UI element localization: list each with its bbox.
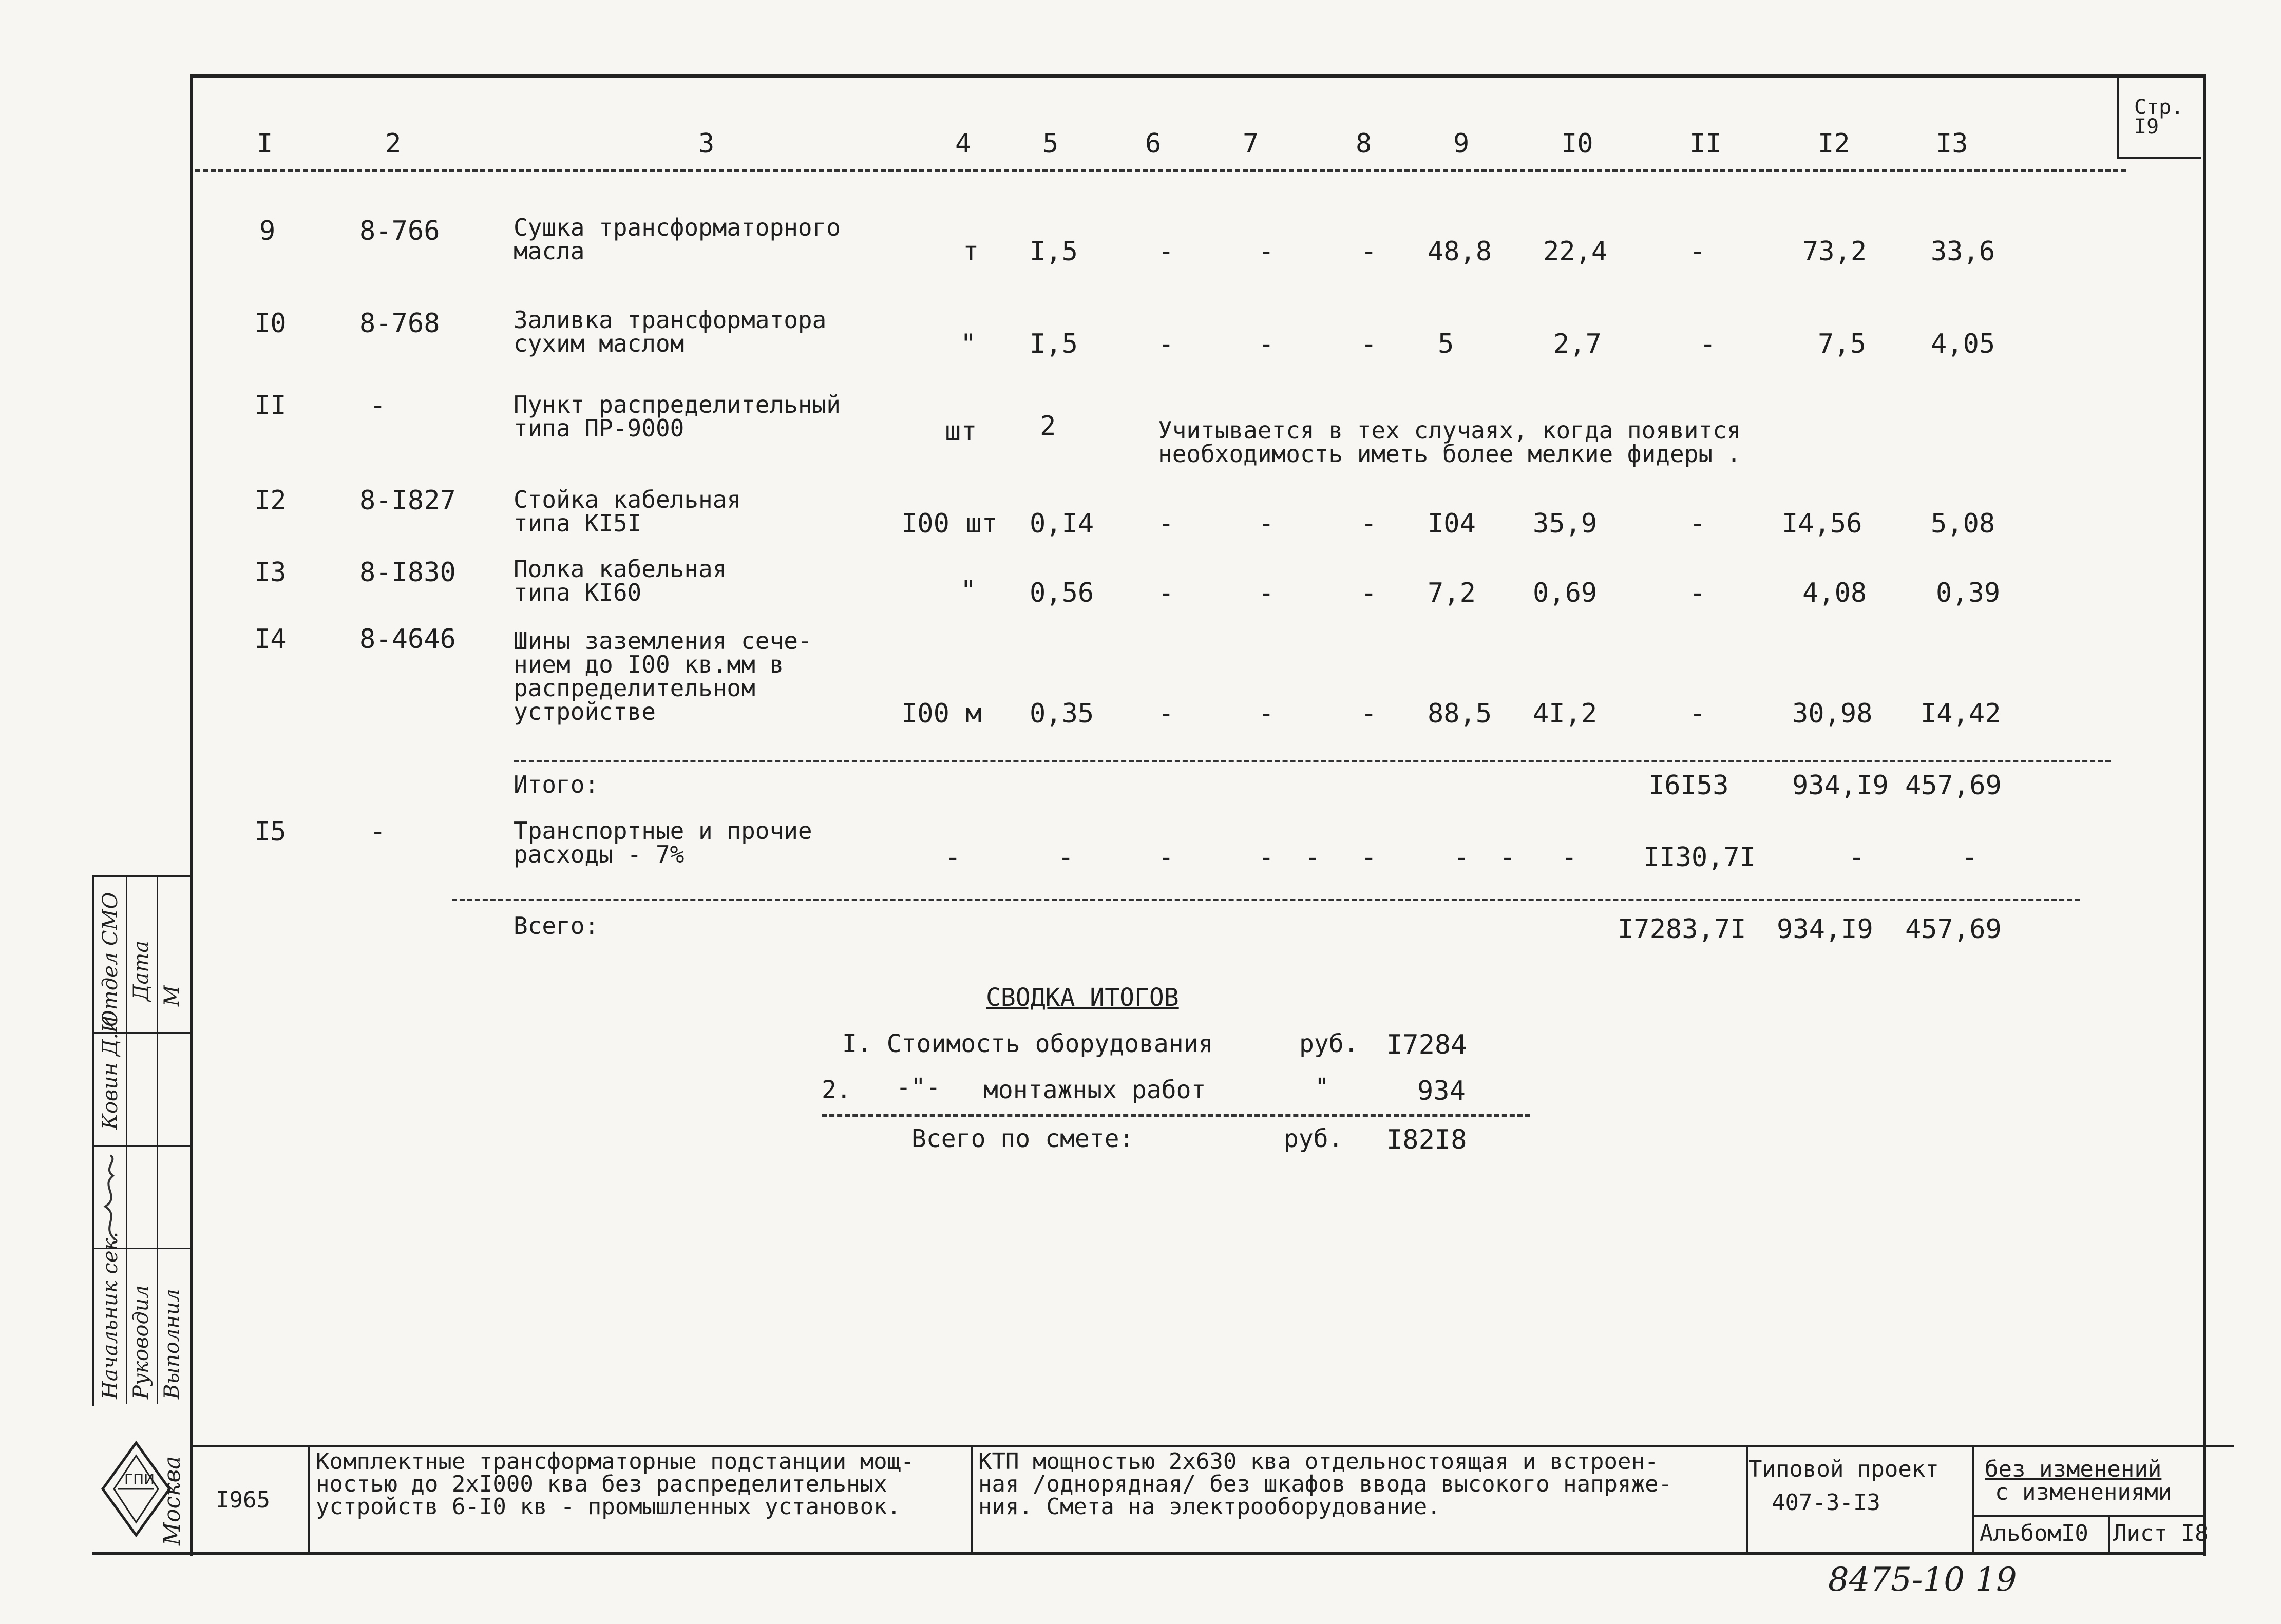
row-col7: - bbox=[1258, 578, 1275, 608]
summary-line1-unit: руб. bbox=[1299, 1029, 1359, 1058]
row-col10: 35,9 bbox=[1533, 508, 1598, 539]
row-col13: 5,08 bbox=[1931, 508, 1995, 539]
transport-col12: - bbox=[1849, 842, 1865, 873]
row-col7: - bbox=[1258, 698, 1275, 729]
row-col6: - bbox=[1158, 508, 1174, 539]
col-header-2: 2 bbox=[385, 128, 402, 159]
stamp-project-code: 407-3-I3 bbox=[1772, 1489, 1880, 1516]
vsego-label: Всего: bbox=[514, 912, 599, 940]
summary-total-value: I82I8 bbox=[1386, 1124, 1467, 1155]
col-header-12: I2 bbox=[1818, 128, 1850, 159]
row-num: 9 bbox=[259, 216, 276, 246]
row-col7: - bbox=[1258, 329, 1275, 359]
transport-dash: - bbox=[1158, 842, 1174, 873]
row-col13: 33,6 bbox=[1931, 236, 1995, 267]
stamp-city: Москва bbox=[159, 1456, 185, 1545]
row-name: Шины заземления сече- нием до I00 кв.мм в распределительном устройстве bbox=[514, 627, 812, 725]
row-unit: I00 шт bbox=[901, 508, 998, 539]
summary-title: СВОДКА ИТОГОВ bbox=[986, 983, 1179, 1012]
row-col6: - bbox=[1158, 698, 1174, 729]
summary-total-unit: руб. bbox=[1284, 1124, 1343, 1153]
itogo-col12: 934,I9 bbox=[1792, 770, 1889, 801]
row-col13: 4,05 bbox=[1931, 329, 1995, 359]
summary-line2-ditto: -"- bbox=[896, 1073, 941, 1102]
page-number-box bbox=[2117, 77, 2201, 159]
vsego-col11: I7283,7I bbox=[1618, 914, 1746, 945]
row-name: Транспортные и прочие расходы - 7% bbox=[514, 817, 812, 868]
page-number: I9 bbox=[2134, 115, 2159, 139]
stamp-year: I965 bbox=[216, 1487, 270, 1513]
itogo-label: Итого: bbox=[514, 771, 599, 798]
row-qty: I,5 bbox=[1030, 236, 1078, 267]
row-col8: - bbox=[1361, 698, 1377, 729]
row-col9: 7,2 bbox=[1428, 578, 1476, 608]
row-code: 8-768 bbox=[359, 308, 440, 339]
row-code: - bbox=[370, 390, 386, 421]
vsego-col12: 934,I9 bbox=[1777, 914, 1873, 945]
col-header-6: 6 bbox=[1145, 128, 1162, 159]
col-header-7: 7 bbox=[1243, 128, 1259, 159]
row-col10: 0,69 bbox=[1533, 578, 1598, 608]
month-label: М bbox=[160, 985, 184, 1006]
row-col12: 7,5 bbox=[1818, 329, 1866, 359]
date-label: Дата bbox=[129, 940, 153, 1001]
col-header-3: 3 bbox=[698, 128, 715, 159]
summary-line1-label: I. Стоимость оборудования bbox=[842, 1029, 1213, 1058]
summary-line2-unit: " bbox=[1315, 1073, 1329, 1102]
row-num: I5 bbox=[254, 816, 287, 847]
frame-right-line bbox=[2203, 74, 2206, 1556]
row-qty: 0,I4 bbox=[1030, 508, 1094, 539]
row-col11: - bbox=[1689, 698, 1706, 729]
role-supervised: Руководил bbox=[129, 1285, 153, 1399]
row-col12: 73,2 bbox=[1802, 236, 1867, 267]
row-code: - bbox=[370, 816, 386, 847]
transport-dash: - bbox=[1499, 842, 1516, 873]
stamp-description-1: Комплектные трансформаторные подстанции мощ- ностью до 2хI000 ква без распределительных устройств 6-I0 кв - промышленных установок. bbox=[316, 1448, 915, 1520]
stamp-sheet: Лист I8 bbox=[2113, 1520, 2209, 1546]
transport-dash: - bbox=[945, 842, 961, 873]
stamp-status-changed: с изменениями bbox=[1995, 1479, 2172, 1505]
row-col11: - bbox=[1689, 508, 1706, 539]
row-col8: - bbox=[1361, 508, 1377, 539]
row-col9: 88,5 bbox=[1428, 698, 1492, 729]
transport-dash: - bbox=[1258, 842, 1275, 873]
transport-dash: - bbox=[1304, 842, 1321, 873]
signer-name: Ковин Д.И bbox=[99, 1015, 122, 1130]
summary-line2-value: 934 bbox=[1417, 1076, 1466, 1106]
col-header-11: II bbox=[1689, 128, 1722, 159]
row-col9: I04 bbox=[1428, 508, 1476, 539]
row-num: I0 bbox=[254, 308, 287, 339]
transport-dash: - bbox=[1453, 842, 1470, 873]
row-col12: I4,56 bbox=[1782, 508, 1862, 539]
row-col8: - bbox=[1361, 329, 1377, 359]
row-num: I4 bbox=[254, 624, 287, 655]
summary-total-label: Всего по смете: bbox=[911, 1124, 1134, 1153]
row-code: 8-I830 bbox=[359, 557, 456, 588]
row-col12: 4,08 bbox=[1802, 578, 1867, 608]
transport-dash: - bbox=[1058, 842, 1074, 873]
row-col7: - bbox=[1258, 508, 1275, 539]
role-performed: Выполнил bbox=[160, 1289, 184, 1399]
row-col7: - bbox=[1258, 236, 1275, 267]
row-unit: т bbox=[963, 236, 979, 267]
col-header-4: 4 bbox=[955, 128, 972, 159]
row-col13: I4,42 bbox=[1921, 698, 2001, 729]
row-col8: - bbox=[1361, 236, 1377, 267]
row-col11: - bbox=[1700, 329, 1716, 359]
row-note: Учитывается в тех случаях, когда появится необходимость иметь более мелкие фидеры . bbox=[1158, 416, 1741, 468]
row-col6: - bbox=[1158, 236, 1174, 267]
row-qty: 0,56 bbox=[1030, 578, 1094, 608]
col-header-8: 8 bbox=[1356, 128, 1372, 159]
dept-label: Отдел СМО bbox=[99, 892, 122, 1027]
row-col10: 4I,2 bbox=[1533, 698, 1598, 729]
transport-col11: II30,7I bbox=[1643, 842, 1756, 873]
row-qty: I,5 bbox=[1030, 329, 1078, 359]
row-name: Полка кабельная типа КI60 bbox=[514, 555, 727, 606]
row-name: Сушка трансформаторного масла bbox=[514, 214, 841, 265]
row-col13: 0,39 bbox=[1936, 578, 2001, 608]
row-name: Пункт распределительный типа ПР-9000 bbox=[514, 391, 841, 442]
signature-mark bbox=[95, 1150, 126, 1245]
row-qty: 2 bbox=[1040, 411, 1056, 442]
row-col8: - bbox=[1361, 578, 1377, 608]
itogo-col13: 457,69 bbox=[1905, 770, 2002, 801]
row-unit: " bbox=[960, 329, 977, 359]
row-code: 8-4646 bbox=[359, 624, 456, 655]
vsego-divider bbox=[452, 899, 2080, 901]
row-col10: 22,4 bbox=[1543, 236, 1608, 267]
row-qty: 0,35 bbox=[1030, 698, 1094, 729]
row-col11: - bbox=[1689, 578, 1706, 608]
frame-top-line bbox=[190, 74, 2203, 78]
row-col6: - bbox=[1158, 578, 1174, 608]
row-col6: - bbox=[1158, 329, 1174, 359]
summary-line1-value: I7284 bbox=[1386, 1029, 1467, 1060]
row-unit: шт bbox=[945, 416, 977, 447]
vsego-col13: 457,69 bbox=[1905, 914, 2002, 945]
role-head: Начальник сек. bbox=[99, 1231, 122, 1399]
row-name: Стойка кабельная типа КI5I bbox=[514, 486, 742, 537]
row-num: II bbox=[254, 390, 287, 421]
svg-text:ГПИ: ГПИ bbox=[124, 1470, 155, 1487]
col-header-5: 5 bbox=[1042, 128, 1059, 159]
row-num: I2 bbox=[254, 485, 287, 516]
row-num: I3 bbox=[254, 557, 287, 588]
stamp-status-unchanged: без изменений bbox=[1985, 1456, 2162, 1482]
summary-line2-num: 2. bbox=[822, 1076, 851, 1104]
col-header-1: I bbox=[257, 128, 273, 159]
handwritten-archive-number: 8475-10 19 bbox=[1828, 1561, 2017, 1599]
col-header-10: I0 bbox=[1561, 128, 1593, 159]
row-unit: I00 м bbox=[901, 698, 982, 729]
row-col10: 2,7 bbox=[1553, 329, 1602, 359]
transport-dash: - bbox=[1561, 842, 1577, 873]
row-col12: 30,98 bbox=[1792, 698, 1873, 729]
header-divider bbox=[195, 169, 2126, 172]
itogo-col11: I6I53 bbox=[1648, 770, 1729, 801]
transport-dash: - bbox=[1361, 842, 1377, 873]
stamp-description-2: КТП мощностью 2х630 ква отдельностоящая и встроен- ная /однорядная/ без шкафов ввода высокого напряже- ния. Смета на электрооборудование. bbox=[978, 1448, 1672, 1520]
frame-bottom-line bbox=[92, 1552, 2203, 1555]
row-name: Заливка трансформатора сухим маслом bbox=[514, 306, 827, 357]
row-col9: 5 bbox=[1438, 329, 1454, 359]
row-code: 8-766 bbox=[359, 216, 440, 246]
page-label: Стр. bbox=[2134, 95, 2184, 119]
col-header-9: 9 bbox=[1453, 128, 1470, 159]
row-unit: " bbox=[960, 575, 977, 606]
summary-line2-label: монтажных работ bbox=[983, 1076, 1206, 1104]
row-col11: - bbox=[1689, 236, 1706, 267]
transport-col13: - bbox=[1962, 842, 1978, 873]
col-header-13: I3 bbox=[1936, 128, 1968, 159]
row-code: 8-I827 bbox=[359, 485, 456, 516]
stamp-project-label: Типовой проект bbox=[1748, 1456, 1939, 1482]
row-col9: 48,8 bbox=[1428, 236, 1492, 267]
stamp-album: АльбомI0 bbox=[1980, 1520, 2088, 1546]
itogo-divider bbox=[514, 760, 2111, 762]
summary-divider bbox=[822, 1114, 1530, 1117]
